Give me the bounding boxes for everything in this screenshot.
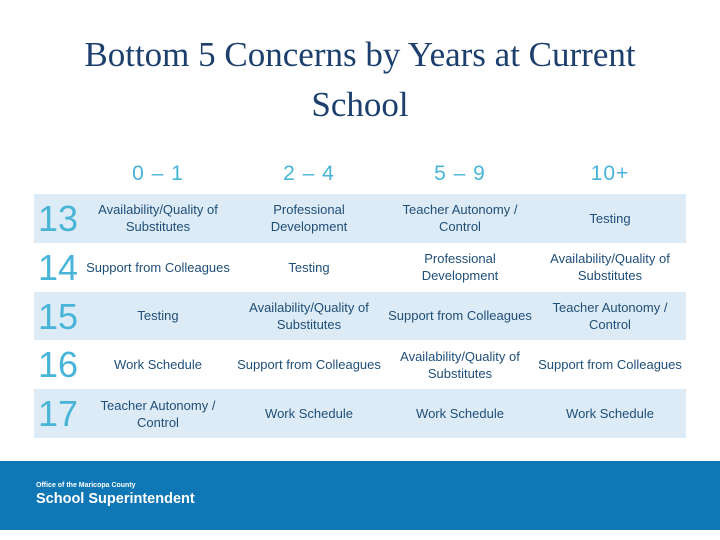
column-header-0-1: 0 – 1 [132, 162, 184, 185]
column-header-5-9: 5 – 9 [434, 162, 486, 185]
rank-number: 13 [38, 198, 79, 239]
table-row [34, 340, 686, 389]
rank-number: 15 [38, 295, 79, 337]
table-cell: Testing [288, 259, 330, 275]
table-cell: Support from Colleagues [86, 259, 230, 275]
table-row [34, 243, 686, 292]
table-cell: Availability/Quality of Substitutes [550, 251, 670, 284]
table-cell: Work Schedule [416, 406, 504, 422]
column-header-10-plus: 10+ [590, 162, 630, 185]
table-cell: Availability/Quality of Substitutes [98, 202, 218, 235]
table-row [34, 292, 686, 341]
table-cell: Support from Colleagues [388, 308, 532, 324]
logo-name-line: School Superintendent [36, 491, 195, 507]
table-cell: Availability/Quality of Substitutes [249, 299, 369, 332]
rank-number: 14 [38, 246, 79, 288]
column-headers [83, 158, 686, 190]
table-cell: Teacher Autonomy / Control [100, 397, 216, 430]
table-cell: Work Schedule [566, 406, 654, 422]
table-cell: Teacher Autonomy / Control [552, 299, 668, 332]
column-header-2-4: 2 – 4 [283, 162, 335, 185]
table-cell: Professional Development [270, 202, 348, 235]
table-row [34, 389, 686, 438]
table-cell: Teacher Autonomy / Control [402, 202, 518, 235]
superintendent-logo [36, 481, 195, 508]
table-cell: Professional Development [421, 251, 499, 284]
footer-bar [0, 461, 720, 530]
table-cell: Support from Colleagues [538, 357, 682, 373]
table-cell: Availability/Quality of Substitutes [400, 348, 520, 381]
logo-office-line: Office of the Maricopa County [36, 482, 136, 489]
slide-title [40, 30, 680, 130]
rank-number: 17 [38, 393, 79, 435]
table-cell: Support from Colleagues [237, 357, 381, 373]
slide-title-line-1: Bottom 5 Concerns by Years at Current [84, 35, 636, 74]
table-row [34, 194, 686, 243]
slide-title-line-2: School [311, 85, 409, 124]
table-cell: Work Schedule [265, 406, 353, 422]
table-cell: Work Schedule [114, 357, 202, 373]
table-cell: Testing [589, 210, 631, 226]
rank-number: 16 [38, 344, 79, 386]
table-cell: Testing [137, 308, 179, 324]
concerns-table [34, 194, 686, 438]
